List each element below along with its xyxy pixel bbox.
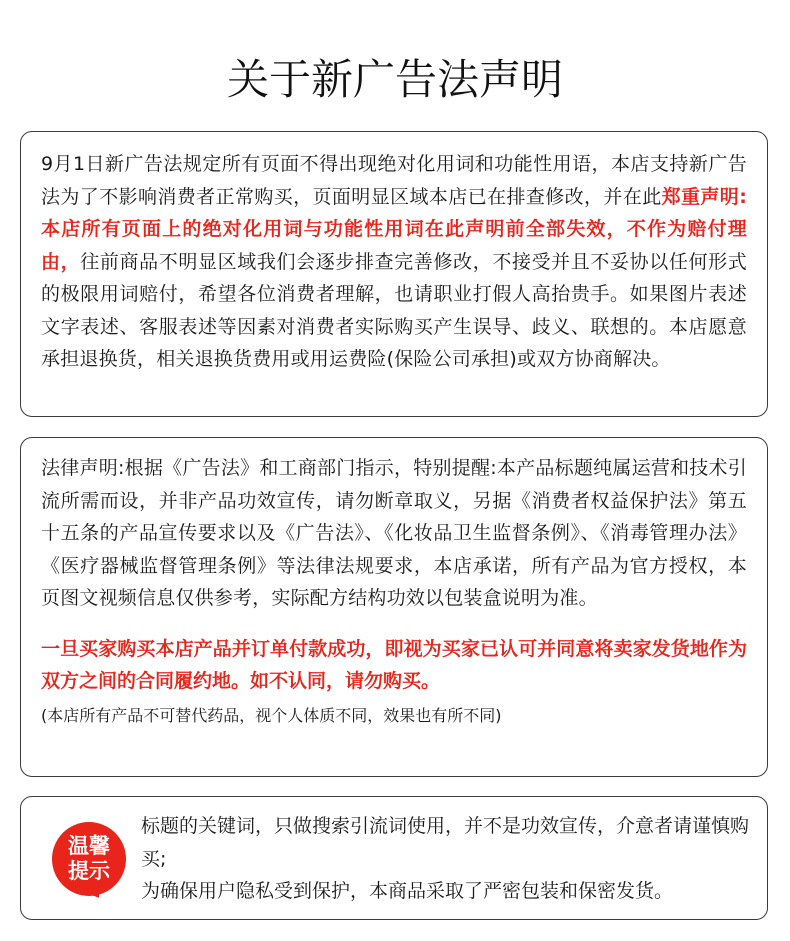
tip-text-block (141, 810, 751, 908)
purchase-warning: 一旦买家购买本店产品并订单付款成功，即视为买家已认可并同意将卖家发货地作为双方之间的合同履约地。如不认同，请勿购买。 (41, 637, 747, 692)
legal-notice-panel (20, 437, 768, 777)
badge-line-1: 温馨 (68, 834, 110, 858)
statement-rest: 往前商品不明显区域我们会逐步排查完善修改，不接受并且不妥协以任何形式的极限用词赔付，希望各位消费者理解，也请职业打假人高抬贵手。如果图片表述文字表述、客服表述等因素对消费者实际购买产生误导、歧义、联想的。本店愿意承担退换货，相关退换货费用或用运费险(保险公司承担)或双方协商解决。 (41, 250, 747, 370)
statement-intro: 9月1日新广告法规定所有页面不得出现绝对化用词和功能性用语，本店支持新广告法为了不影响消费者正常购买，页面明显区域本店已在排查修改，并在此 (41, 153, 747, 208)
statement-paragraph (41, 148, 747, 376)
medicine-note: (本店所有产品不可替代药品，视个人体质不同，效果也有所不同) (41, 705, 502, 725)
page-title: 关于新广告法声明 (226, 55, 563, 104)
warm-tip-panel (20, 796, 768, 920)
tip-line-keywords: 标题的关键词，只做搜索引流词使用，并不是功效宣传，介意者请谨慎购买; (141, 815, 750, 870)
legal-paragraph: 法律声明:根据《广告法》和工商部门指示，特别提醒:本产品标题纯属运营和技术引流所需而设，并非产品功效宣传，请勿断章取义，另据《消费者权益保护法》第五十五条的产品宣传要求以及《广告法》、《化妆品卫生监督条例》、《消毒管理办法》《医疗器械监督管理条例》等法律法规要求，本店承诺，所有产品为官方授权，本页图文视频信息仅供参考，实际配方结构功效以包装盒说明为准。 (41, 457, 747, 609)
warm-tip-badge (52, 822, 126, 896)
ad-law-statement-panel (20, 131, 768, 417)
statement-highlight: 郑重声明:本店所有页面上的绝对化用词与功能性用词在此声明前全部失效，不作为赔付理由， (41, 185, 747, 273)
tip-line-privacy: 为确保用户隐私受到保护，本商品采取了严密包装和保密发货。 (141, 880, 674, 902)
badge-line-2: 提示 (68, 859, 110, 883)
